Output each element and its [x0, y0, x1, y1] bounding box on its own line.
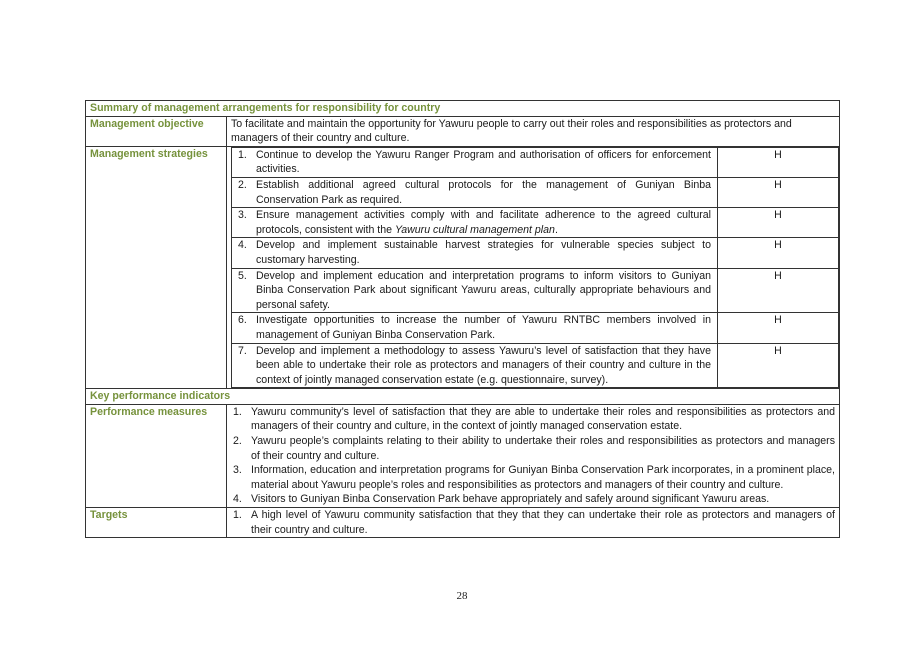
strategy-row — [232, 177, 839, 207]
strategy-text-cell — [232, 238, 718, 268]
strategy-item — [236, 178, 711, 207]
strategy-text-cell — [232, 268, 718, 313]
strategy-text: Investigate opportunities to increase the number of Yawuru RNTBC members involved in management of Guniyan Binba Conservation Park. — [256, 314, 711, 341]
measure-item — [231, 405, 835, 434]
priority-value: H — [718, 177, 839, 207]
strategy-text: Establish additional agreed cultural protocols for the management of Guniyan Binba Conservation Park as required. — [256, 178, 711, 206]
item-number: 4. — [233, 493, 242, 506]
strategy-item-list — [236, 238, 711, 267]
measures-row — [86, 404, 840, 507]
strategies-label: Management strategies — [86, 146, 227, 389]
item-number: 3. — [238, 209, 247, 222]
item-number: 4. — [238, 239, 247, 252]
priority-value: H — [718, 147, 839, 177]
management-summary-table — [85, 100, 840, 538]
item-number: 1. — [238, 148, 247, 161]
strategy-text-cell — [232, 343, 718, 388]
strategy-row — [232, 343, 839, 388]
item-number: 1. — [233, 405, 242, 418]
priority-value: H — [718, 268, 839, 313]
target-item — [231, 508, 835, 537]
table-header-row — [86, 101, 840, 117]
measure-item-text: Information, education and interpretation programs for Guniyan Binba Conservation Park incorporates, in a prominent place, material about Yawuru people’s roles and responsibilities as protectors and managers of their country and culture. — [251, 464, 835, 491]
strategy-item — [236, 313, 711, 342]
strategy-text: Develop and implement education and interpretation programs to inform visitors to Guniyan Binba Conservation Park about significant Yawuru areas, culturally appropriate behaviours and personal safety. — [256, 269, 711, 311]
measures-label: Performance measures — [86, 404, 227, 507]
strategy-item-list — [236, 178, 711, 207]
measure-item — [231, 434, 835, 463]
item-number: 2. — [238, 178, 247, 191]
strategy-text: Continue to develop the Yawuru Ranger Program and authorisation of officers for enforcement activities. — [256, 148, 711, 176]
strategy-item — [236, 269, 711, 313]
strategy-row — [232, 208, 839, 238]
priority-value: H — [718, 208, 839, 238]
strategies-list — [231, 147, 839, 389]
strategy-row — [232, 313, 839, 343]
kpi-header: Key performance indicators — [86, 389, 840, 405]
strategy-item-list — [236, 148, 711, 177]
item-number: 1. — [233, 509, 242, 522]
strategy-item-list — [236, 208, 711, 237]
measures-list — [231, 405, 835, 507]
targets-cell — [227, 508, 840, 538]
priority-value: H — [718, 313, 839, 343]
targets-row — [86, 508, 840, 538]
targets-list — [231, 508, 835, 537]
measures-cell — [227, 404, 840, 507]
strategies-cell — [227, 146, 840, 389]
objective-row — [86, 116, 840, 146]
measure-item — [231, 492, 835, 507]
strategy-row — [232, 238, 839, 268]
measure-item-text: Visitors to Guniyan Binba Conservation Park behave appropriately and safely around significant Yawuru areas. — [251, 493, 770, 506]
strategy-item-list — [236, 344, 711, 388]
strategy-text-cell — [232, 147, 718, 177]
measure-item — [231, 463, 835, 492]
strategy-text: Develop and implement a methodology to assess Yawuru’s level of satisfaction that they have been able to undertake their role as protectors and managers of their country and culture in the context of jointly managed conservation estate (e.g. questionnaire, survey). — [256, 344, 711, 386]
strategy-text: Ensure management activities comply with and facilitate adherence to the agreed cultural protocols, consistent with the — [256, 209, 711, 236]
strategy-row — [232, 268, 839, 313]
strategy-text-cell — [232, 177, 718, 207]
strategy-row — [232, 147, 839, 177]
strategy-item — [236, 148, 711, 177]
strategy-emphasis: Yawuru cultural management plan — [394, 223, 555, 236]
priority-value: H — [718, 343, 839, 388]
measure-item-text: Yawuru people’s complaints relating to their ability to undertake their roles and responsibilities as protectors and managers of their country and culture. — [251, 435, 835, 462]
item-number: 3. — [233, 464, 242, 477]
strategy-text-cell — [232, 313, 718, 343]
strategy-text: Develop and implement sustainable harvest strategies for vulnerable species subject to customary harvesting. — [256, 239, 711, 266]
strategy-text-cell — [232, 208, 718, 238]
strategy-item-list — [236, 313, 711, 342]
strategies-row — [86, 146, 840, 389]
objective-label: Management objective — [86, 116, 227, 146]
priority-value: H — [718, 238, 839, 268]
item-number: 7. — [238, 344, 247, 357]
target-item-text: A high level of Yawuru community satisfaction that they that they can undertake their role as protectors and managers of their country and culture. — [251, 509, 835, 536]
objective-text: To facilitate and maintain the opportunity for Yawuru people to carry out their roles and responsibilities as protectors and managers of their country and culture. — [227, 116, 840, 146]
strategy-item — [236, 208, 711, 237]
item-number: 6. — [238, 314, 247, 327]
strategy-text-end: . — [554, 223, 558, 236]
table-title: Summary of management arrangements for responsibility for country — [86, 101, 840, 117]
kpi-header-row — [86, 389, 840, 405]
targets-label: Targets — [86, 508, 227, 538]
item-number: 5. — [238, 269, 247, 282]
item-number: 2. — [233, 435, 242, 448]
strategy-item-list — [236, 269, 711, 313]
strategy-item — [236, 238, 711, 267]
strategy-item — [236, 344, 711, 388]
page-number: 28 — [456, 590, 468, 602]
measure-item-text: Yawuru community’s level of satisfaction that they are able to undertake their roles and responsibilities as protectors and managers of their country and culture, in the context of jointly managed conservation estate. — [251, 405, 835, 433]
